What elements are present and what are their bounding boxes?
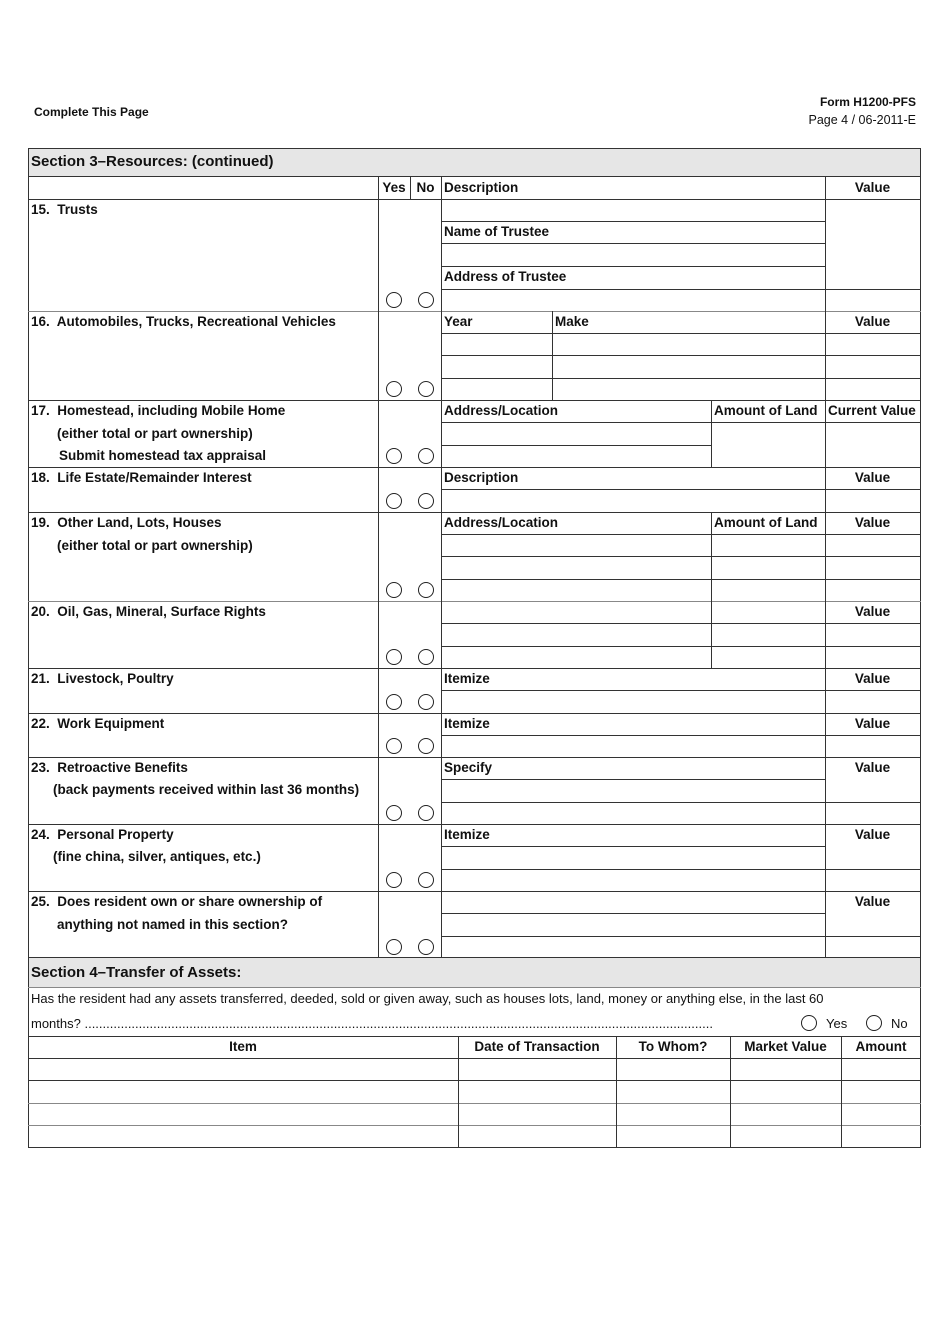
divider: [28, 713, 921, 714]
item-sublabel: Submit homestead tax appraisal: [59, 448, 267, 463]
item-number: 22.: [31, 716, 50, 731]
make-label: Make: [555, 314, 589, 329]
transfer-to-whom-field[interactable]: [617, 1126, 730, 1147]
divider: [28, 311, 921, 312]
item-number: 20.: [31, 604, 50, 619]
divider: [441, 221, 825, 222]
market-value-column-header: Market Value: [744, 1039, 827, 1054]
amount-column-header: Amount: [855, 1039, 907, 1054]
homestead-address-line1-field[interactable]: [442, 423, 711, 445]
transfer-amount-field[interactable]: [842, 1059, 920, 1080]
rights-3-description-field[interactable]: [442, 647, 711, 668]
item-sublabel: (either total or part ownership): [57, 538, 253, 553]
section3-title: Section 3–Resources: (continued): [31, 153, 274, 170]
item-number: 23.: [31, 760, 50, 775]
item-column-header: Item: [229, 1039, 257, 1054]
rights-3-amount-field[interactable]: [712, 647, 825, 668]
life-estate-value-field[interactable]: [826, 490, 920, 512]
personal-property-itemize-line1-field[interactable]: [442, 847, 825, 869]
address-location-label: Address/Location: [444, 403, 559, 418]
transfer-date-field[interactable]: [459, 1126, 616, 1147]
value-label: Value: [854, 894, 891, 909]
item-label: Retroactive Benefits: [57, 760, 188, 775]
transfer-to-whom-field[interactable]: [617, 1059, 730, 1080]
transfer-date-field[interactable]: [459, 1104, 616, 1125]
item-16-no-radio[interactable]: [418, 381, 434, 397]
transfer-question-line2: months? ..............................................................................................................................................................................: [31, 1016, 713, 1031]
divider: [28, 512, 921, 513]
divider: [28, 176, 921, 177]
vehicle-3-value-field[interactable]: [826, 379, 920, 400]
transfer-amount-field[interactable]: [842, 1104, 920, 1125]
value-label: Value: [854, 827, 891, 842]
land-1-amount-field[interactable]: [712, 535, 825, 556]
trust-value-field[interactable]: [826, 200, 920, 311]
livestock-itemize-field[interactable]: [442, 691, 825, 713]
livestock-value-field[interactable]: [826, 691, 920, 713]
personal-property-value-field[interactable]: [826, 870, 920, 891]
homestead-address-line2-field[interactable]: [442, 446, 711, 467]
address-of-trustee-label: Address of Trustee: [444, 269, 567, 284]
item-15-no-radio[interactable]: [418, 292, 434, 308]
item-number: 16.: [31, 314, 50, 329]
item-19-yes-radio[interactable]: [386, 582, 402, 598]
other-ownership-value-field[interactable]: [826, 937, 920, 958]
transfer-market-value-field[interactable]: [731, 1081, 841, 1103]
item-label: Trusts: [57, 202, 98, 217]
rights-1-amount-field[interactable]: [712, 602, 825, 623]
retroactive-specify-line1-field[interactable]: [442, 780, 825, 802]
transfer-amount-field[interactable]: [842, 1126, 920, 1147]
item-sublabel: (either total or part ownership): [57, 426, 253, 441]
transfer-yes-radio[interactable]: [801, 1015, 817, 1031]
rights-1-description-field[interactable]: [442, 602, 711, 623]
item-22-yes-radio[interactable]: [386, 738, 402, 754]
rights-3-value-field[interactable]: [826, 647, 920, 668]
vehicle-1-make-field[interactable]: [553, 334, 825, 355]
item-label: Work Equipment: [57, 716, 165, 731]
item-18-no-radio[interactable]: [418, 493, 434, 509]
transfer-item-field[interactable]: [29, 1059, 458, 1080]
transfer-no-label: No: [891, 1016, 908, 1031]
rights-2-description-field[interactable]: [442, 624, 711, 646]
value-label: Value: [854, 470, 891, 485]
item-number: 15.: [31, 202, 50, 217]
page-info: Page 4 / 06-2011-E: [808, 113, 916, 127]
transfer-yes-label: Yes: [826, 1016, 848, 1031]
transfer-question-line1: Has the resident had any assets transferred, deeded, sold or given away, such as houses lots, land, money or anything else, in the last 60: [31, 991, 824, 1006]
transfer-no-radio[interactable]: [866, 1015, 882, 1031]
land-2-amount-field[interactable]: [712, 557, 825, 579]
land-3-address-field[interactable]: [442, 580, 711, 601]
work-equipment-itemize-field[interactable]: [442, 736, 825, 757]
item-18-yes-radio[interactable]: [386, 493, 402, 509]
land-2-value-field[interactable]: [826, 557, 920, 579]
vehicle-2-value-field[interactable]: [826, 356, 920, 378]
transfer-date-field[interactable]: [459, 1059, 616, 1080]
item-number: 21.: [31, 671, 50, 686]
item-sublabel: (fine china, silver, antiques, etc.): [53, 849, 261, 864]
item-label: Livestock, Poultry: [57, 671, 174, 686]
divider: [441, 266, 825, 267]
description-column-header: Description: [444, 180, 519, 195]
homestead-amount-of-land-field[interactable]: [712, 423, 825, 467]
land-1-value-field[interactable]: [826, 535, 920, 556]
transfer-to-whom-field[interactable]: [617, 1081, 730, 1103]
value-label: Value: [854, 716, 891, 731]
item-15-yes-radio[interactable]: [386, 292, 402, 308]
item-17-no-radio[interactable]: [418, 448, 434, 464]
rights-2-value-field[interactable]: [826, 624, 920, 646]
item-number: 24.: [31, 827, 50, 842]
value-label: Value: [854, 671, 891, 686]
yes-column-line: [378, 176, 379, 958]
life-estate-description-field[interactable]: [442, 490, 825, 512]
other-ownership-line1-field[interactable]: [442, 892, 825, 913]
vehicle-3-year-field[interactable]: [442, 379, 552, 400]
year-label: Year: [444, 314, 473, 329]
work-equipment-value-field[interactable]: [826, 736, 920, 757]
item-20-yes-radio[interactable]: [386, 649, 402, 665]
yes-column-header: Yes: [382, 180, 406, 195]
value-column-header: Value: [854, 180, 891, 195]
divider: [28, 987, 921, 988]
address-of-trustee-field[interactable]: [442, 290, 825, 311]
divider: [28, 400, 921, 401]
value-label: Value: [854, 515, 891, 530]
date-column-header: Date of Transaction: [474, 1039, 600, 1054]
item-21-yes-radio[interactable]: [386, 694, 402, 710]
item-label: Homestead, including Mobile Home: [57, 403, 286, 418]
item-number: 19.: [31, 515, 50, 530]
land-2-address-field[interactable]: [442, 557, 711, 579]
trust-description-field[interactable]: [442, 200, 825, 221]
section4-title: Section 4–Transfer of Assets:: [31, 964, 242, 981]
transfer-market-value-field[interactable]: [731, 1104, 841, 1125]
item-label: Does resident own or share ownership of: [57, 894, 323, 909]
item-21-no-radio[interactable]: [418, 694, 434, 710]
divider: [28, 1036, 921, 1037]
item-25-yes-radio[interactable]: [386, 939, 402, 955]
item-20-no-radio[interactable]: [418, 649, 434, 665]
value-label: Value: [854, 604, 891, 619]
name-of-trustee-label: Name of Trustee: [444, 224, 550, 239]
amount-of-land-label: Amount of Land: [714, 515, 818, 530]
item-number: 17.: [31, 403, 50, 418]
item-24-yes-radio[interactable]: [386, 872, 402, 888]
item-label: Life Estate/Remainder Interest: [57, 470, 252, 485]
land-3-value-field[interactable]: [826, 580, 920, 601]
item-19-no-radio[interactable]: [418, 582, 434, 598]
retroactive-value-field[interactable]: [826, 803, 920, 824]
transfer-item-field[interactable]: [29, 1104, 458, 1125]
item-sublabel: (back payments received within last 36 months): [53, 782, 360, 797]
amount-of-land-label: Amount of Land: [714, 403, 818, 418]
vehicle-3-make-field[interactable]: [553, 379, 825, 400]
vehicle-1-value-field[interactable]: [826, 334, 920, 355]
land-3-amount-field[interactable]: [712, 580, 825, 601]
current-value-label: Current Value: [828, 403, 916, 418]
transfer-to-whom-field[interactable]: [617, 1104, 730, 1125]
name-of-trustee-field[interactable]: [442, 244, 825, 266]
itemize-label: Itemize: [444, 827, 490, 842]
item-sublabel: anything not named in this section?: [57, 917, 289, 932]
item-23-no-radio[interactable]: [418, 805, 434, 821]
transfer-item-field[interactable]: [29, 1081, 458, 1103]
specify-label: Specify: [444, 760, 493, 775]
item-label: Oil, Gas, Mineral, Surface Rights: [57, 604, 266, 619]
to-whom-column-header: To Whom?: [638, 1039, 708, 1054]
transfer-date-field[interactable]: [459, 1081, 616, 1103]
transfer-market-value-field[interactable]: [731, 1126, 841, 1147]
homestead-current-value-field[interactable]: [826, 423, 920, 467]
transfer-item-field[interactable]: [29, 1126, 458, 1147]
value-label: Value: [854, 760, 891, 775]
form-id: Form H1200-PFS: [819, 95, 916, 109]
other-ownership-line3-field[interactable]: [442, 937, 825, 958]
item-16-yes-radio[interactable]: [386, 381, 402, 397]
address-location-label: Address/Location: [444, 515, 559, 530]
rights-2-amount-field[interactable]: [712, 624, 825, 646]
item-24-no-radio[interactable]: [418, 872, 434, 888]
vehicle-2-year-field[interactable]: [442, 356, 552, 378]
item-number: 25.: [31, 894, 50, 909]
itemize-label: Itemize: [444, 716, 490, 731]
item-22-no-radio[interactable]: [418, 738, 434, 754]
description-label: Description: [444, 470, 519, 485]
itemize-label: Itemize: [444, 671, 490, 686]
transfer-market-value-field[interactable]: [731, 1059, 841, 1080]
divider: [28, 467, 921, 468]
item-label: Personal Property: [57, 827, 174, 842]
divider: [28, 757, 921, 758]
personal-property-itemize-line2-field[interactable]: [442, 870, 825, 891]
divider: [28, 824, 921, 825]
vehicle-1-year-field[interactable]: [442, 334, 552, 355]
item-label: Other Land, Lots, Houses: [57, 515, 222, 530]
divider: [28, 668, 921, 669]
retroactive-specify-line2-field[interactable]: [442, 803, 825, 824]
item-25-no-radio[interactable]: [418, 939, 434, 955]
other-ownership-line2-field[interactable]: [442, 914, 825, 936]
no-column-header: No: [416, 180, 435, 195]
item-17-yes-radio[interactable]: [386, 448, 402, 464]
value-label: Value: [854, 314, 891, 329]
item-label: Automobiles, Trucks, Recreational Vehicles: [56, 314, 336, 329]
land-1-address-field[interactable]: [442, 535, 711, 556]
complete-this-page-note: Complete This Page: [34, 105, 149, 119]
vehicle-2-make-field[interactable]: [553, 356, 825, 378]
transfer-amount-field[interactable]: [842, 1081, 920, 1103]
item-23-yes-radio[interactable]: [386, 805, 402, 821]
item-number: 18.: [31, 470, 50, 485]
